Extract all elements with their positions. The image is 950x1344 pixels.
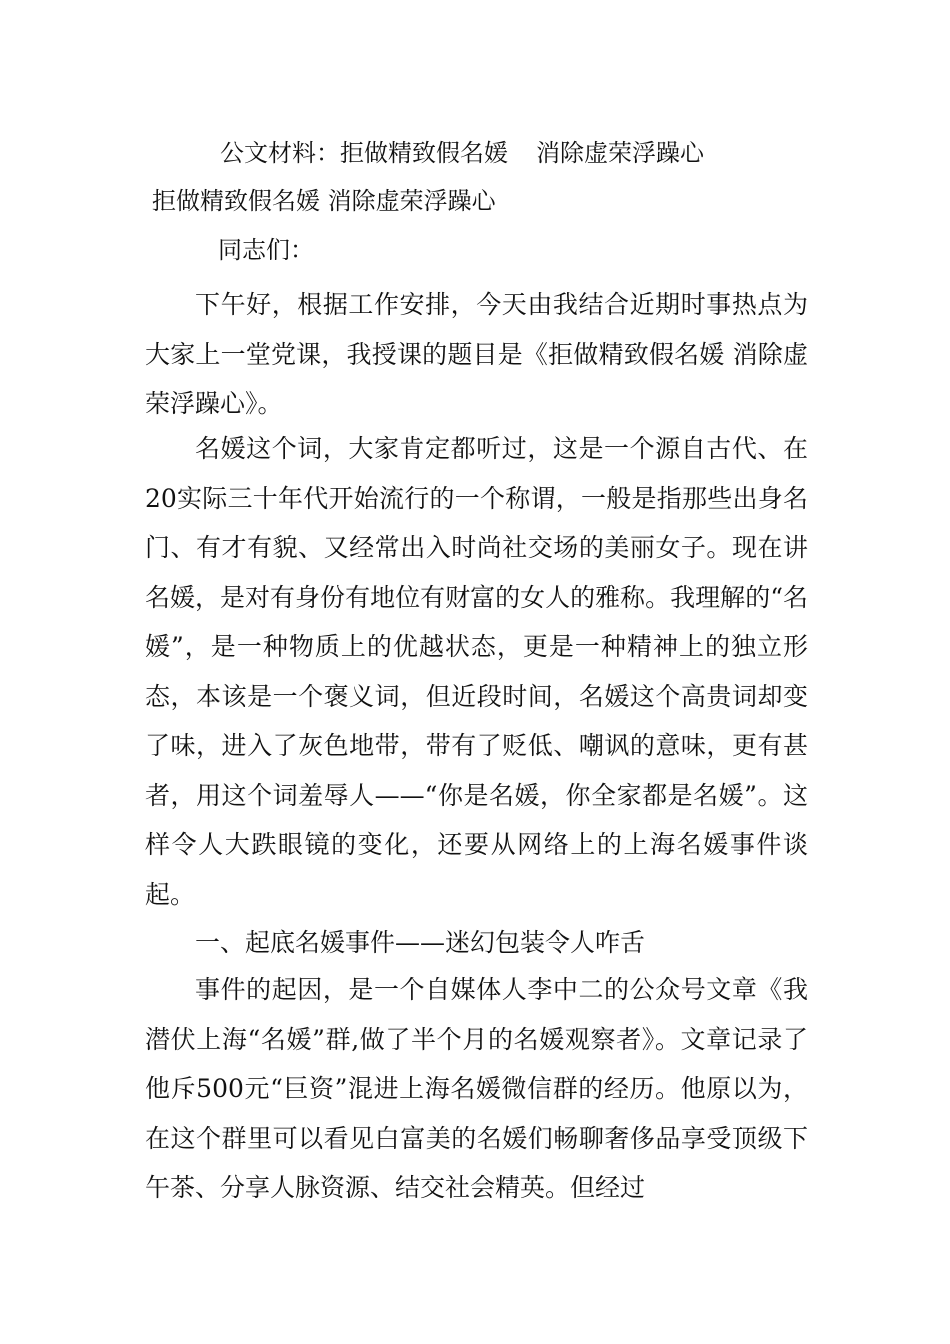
document-subtitle: 拒做精致假名媛 消除虚荣浮躁心 [152, 187, 496, 215]
document-title [220, 137, 704, 169]
body-paragraph-intro [145, 280, 808, 429]
document-title-main: 公文材料：拒做精致假名媛 [220, 139, 508, 167]
salutation: 同志们： [218, 236, 314, 264]
document-title-sub: 消除虚荣浮躁心 [536, 139, 704, 167]
body-paragraph-mingyuan [145, 424, 808, 919]
paragraph-text: 下午好，根据工作安排，今天由我结合近期时事热点为大家上一堂党课，我授课的题目是《拒做精致假名媛 消除虚荣浮躁心》。 [145, 290, 808, 418]
section-heading-text: 一、起底名媛事件——迷幻包装令人咋舌 [195, 928, 646, 957]
paragraph-text: 名媛这个词，大家肯定都听过，这是一个源自古代、在20实际三十年代开始流行的一个称谓，一般是指那些出身名门、有才有貌、又经常出入时尚社交场的美丽女子。现在讲名媛，是对有身份有地位有财富的女人的雅称。我理解的“名媛”，是一种物质上的优越状态，更是一种精神上的独立形态，本该是一个褒义词，但近段时间，名媛这个高贵词却变了味，进入了灰色地带，带有了贬低、嘲讽的意味，更有甚者，用这个词羞辱人——“你是名媛，你全家都是名媛”。这样令人大跌眼镜的变化，还要从网络上的上海名媛事件谈起。 [145, 434, 808, 909]
body-paragraph-event [145, 965, 808, 1213]
paragraph-text: 事件的起因，是一个自媒体人李中二的公众号文章《我潜伏上海“名媛”群,做了半个月的名媛观察者》。文章记录了他斥500元“巨资”混进上海名媛微信群的经历。他原以为，在这个群里可以看见白富美的名媛们畅聊奢侈品享受顶级下午茶、分享人脉资源、结交社会精英。但经过 [145, 975, 808, 1202]
section-heading-one [145, 918, 808, 968]
